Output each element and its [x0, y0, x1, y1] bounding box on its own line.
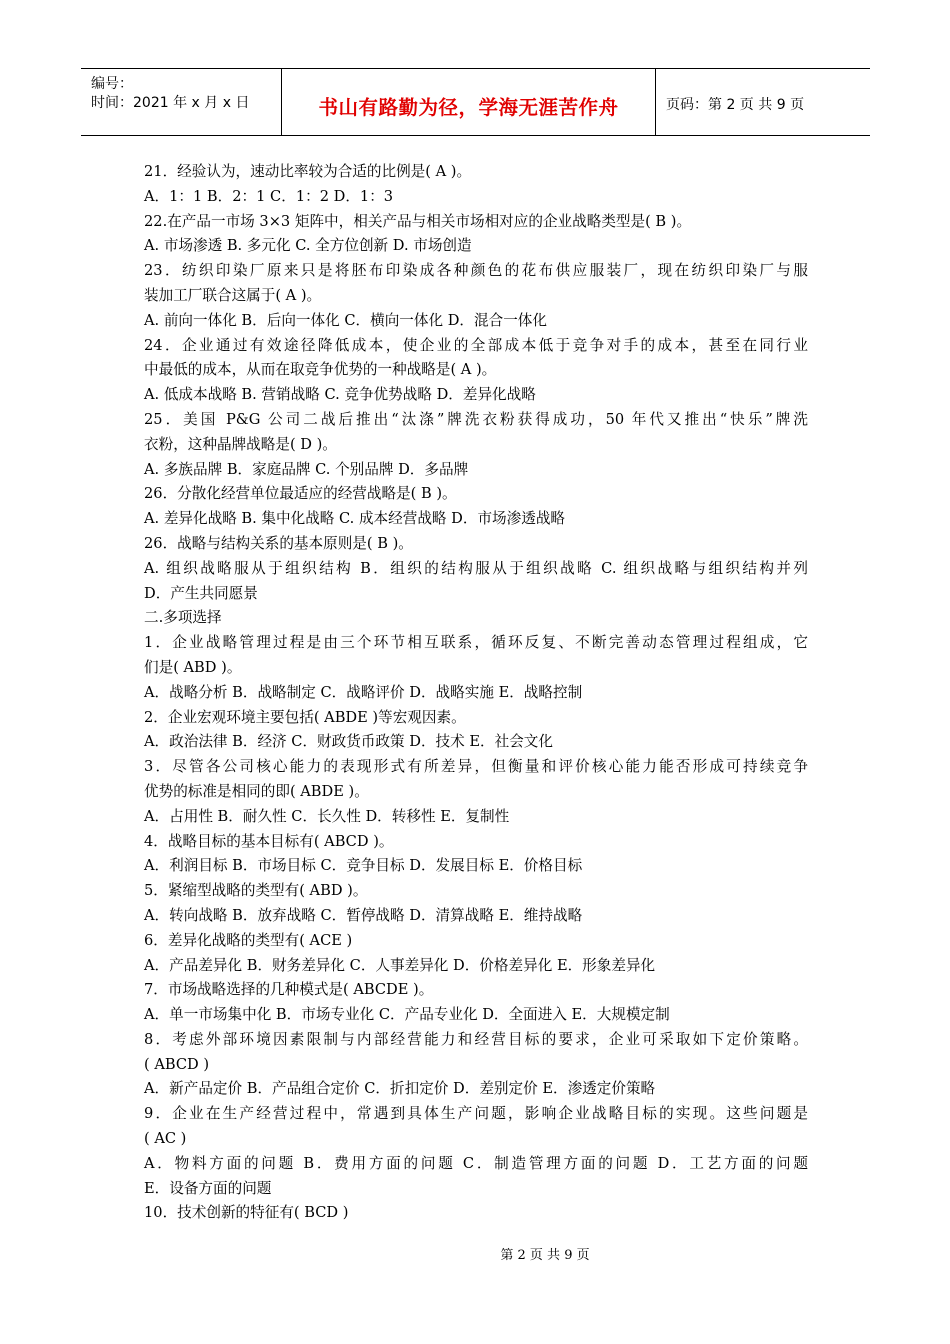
header-motto-cell [282, 69, 656, 135]
text-line: ( AC ) [144, 1130, 187, 1148]
text-line: A．战略分析 B．战略制定 C．战略评价 D．战略实施 E．战略控制 [144, 683, 583, 701]
text-line: 6．差异化战略的类型有( ACE ) [144, 931, 353, 949]
text-line: A. 市场渗透 B. 多元化 C. 全方位创新 D. 市场创造 [144, 237, 472, 255]
header-page-cell [656, 69, 870, 135]
header-motto: 书山有路勤为径，学海无涯苦作舟 [318, 96, 619, 119]
text-line: 3．尽管各公司核心能力的表现形式有所差异，但衡量和评价核心能力能否形成可持续竞争 [144, 758, 808, 776]
text-line: 装加工厂联合这属于( A )。 [144, 286, 322, 304]
text-line: 22.在产品一市场 3×3 矩阵中，相关产品与相关市场相对应的企业战略类型是( B )。 [144, 212, 692, 230]
text-line: 中最低的成本，从而在取竞争优势的一种战略是( A )。 [144, 361, 497, 379]
text-line: 二.多项选择 [144, 609, 222, 627]
text-line: A．物料方面的问题 B．费用方面的问题 C．制造管理方面的问题 D．工艺方面的问题 [144, 1154, 808, 1172]
text-line: ( ABCD ) [144, 1055, 210, 1073]
header-info-cell [81, 69, 282, 135]
text-line: A．转向战略 B．放弃战略 C．暂停战略 D．清算战略 E．维持战略 [144, 906, 583, 924]
text-line: A．占用性 B．耐久性 C．长久性 D．转移性 E．复制性 [144, 807, 510, 825]
text-line: 优势的标准是相同的即( ABDE )。 [144, 782, 369, 800]
document-body [144, 160, 808, 1226]
date-label: 时间：2021 年 x 月 x 日 [91, 95, 250, 111]
text-line: A．产品差异化 B．财务差异化 C．人事差异化 D．价格差异化 E．形象差异化 [144, 956, 656, 974]
text-line: A．新产品定价 B．产品组合定价 C．折扣定价 D．差别定价 E．渗透定价策略 [144, 1080, 656, 1098]
text-line: 2．企业宏观环境主要包括( ABDE )等宏观因素。 [144, 708, 466, 726]
text-line: A．政治法律 B．经济 C．财政货币政策 D．技术 E．社会文化 [144, 733, 553, 751]
text-line: 5．紧缩型战略的类型有( ABD )。 [144, 882, 368, 900]
header-page-label: 页码：第 2 页 共 9 页 [666, 97, 805, 113]
text-line: 21．经验认为，速动比率较为合适的比例是( A )。 [144, 163, 472, 180]
text-line: 26．战略与结构关系的基本原则是( B )。 [144, 534, 413, 552]
text-line: 8．考虑外部环境因素限制与内部经营能力和经营目标的要求，企业可采取如下定价策略。 [144, 1030, 808, 1048]
text-line: A. 低成本战略 B. 营销战略 C. 竞争优势战略 D．差异化战略 [144, 386, 536, 404]
text-line: 1．企业战略管理过程是由三个环节相互联系，循环反复、不断完善动态管理过程组成，它 [144, 634, 808, 652]
text-line: A. 前向一体化 B．后向一体化 C．横向一体化 D．混合一体化 [144, 311, 547, 329]
text-line: A．1：1 B．2：1 C．1：2 D．1：3 [144, 187, 394, 205]
text-line: D．产生共同愿景 [144, 584, 258, 602]
text-line: 23．纺织印染厂原来只是将胚布印染成各种颜色的花布供应服装厂，现在纺织印染厂与服 [144, 262, 808, 280]
text-line: 7．市场战略选择的几种模式是( ABCDE )。 [144, 981, 434, 999]
text-line: A．单一市场集中化 B．市场专业化 C．产品专业化 D．全面进入 E．大规模定制 [144, 1006, 670, 1024]
page-header [81, 68, 870, 136]
text-line: E．设备方面的问题 [144, 1179, 272, 1197]
text-line: 24．企业通过有效途径降低成本，使企业的全部成本低于竞争对手的成本，甚至在同行业 [144, 336, 808, 354]
number-label: 编号： [91, 76, 133, 92]
text-line: 25．美国 P&G 公司二战后推出“汰涤”牌洗衣粉获得成功，50 年代又推出“快乐”牌洗 [144, 410, 808, 428]
text-line: A. 组织战略服从于组织结构 B．组织的结构服从于组织战略 C. 组织战略与组织结构并列 [144, 559, 808, 577]
text-line: 9．企业在生产经营过程中，常遇到具体生产问题，影响企业战略目标的实现。这些问题是 [144, 1105, 808, 1123]
text-line: 们是( ABD )。 [144, 658, 242, 676]
text-line: A. 差异化战略 B. 集中化战略 C. 成本经营战略 D．市场渗透战略 [144, 510, 566, 528]
text-line: 10．技术创新的特征有( BCD ) [144, 1204, 349, 1222]
text-line: 4．战略目标的基本目标有( ABCD )。 [144, 832, 394, 850]
text-line: A. 多族品牌 B．家庭品牌 C. 个别品牌 D．多品牌 [144, 460, 469, 478]
text-line: A．利润目标 B．市场目标 C．竞争目标 D．发展目标 E．价格目标 [144, 857, 583, 875]
page-footer: 第 2 页 共 9 页 [500, 1248, 590, 1263]
text-line: 26．分散化经营单位最适应的经营战略是( B )。 [144, 485, 457, 503]
text-line: 衣粉，这种晶牌战略是( D )。 [144, 435, 337, 453]
